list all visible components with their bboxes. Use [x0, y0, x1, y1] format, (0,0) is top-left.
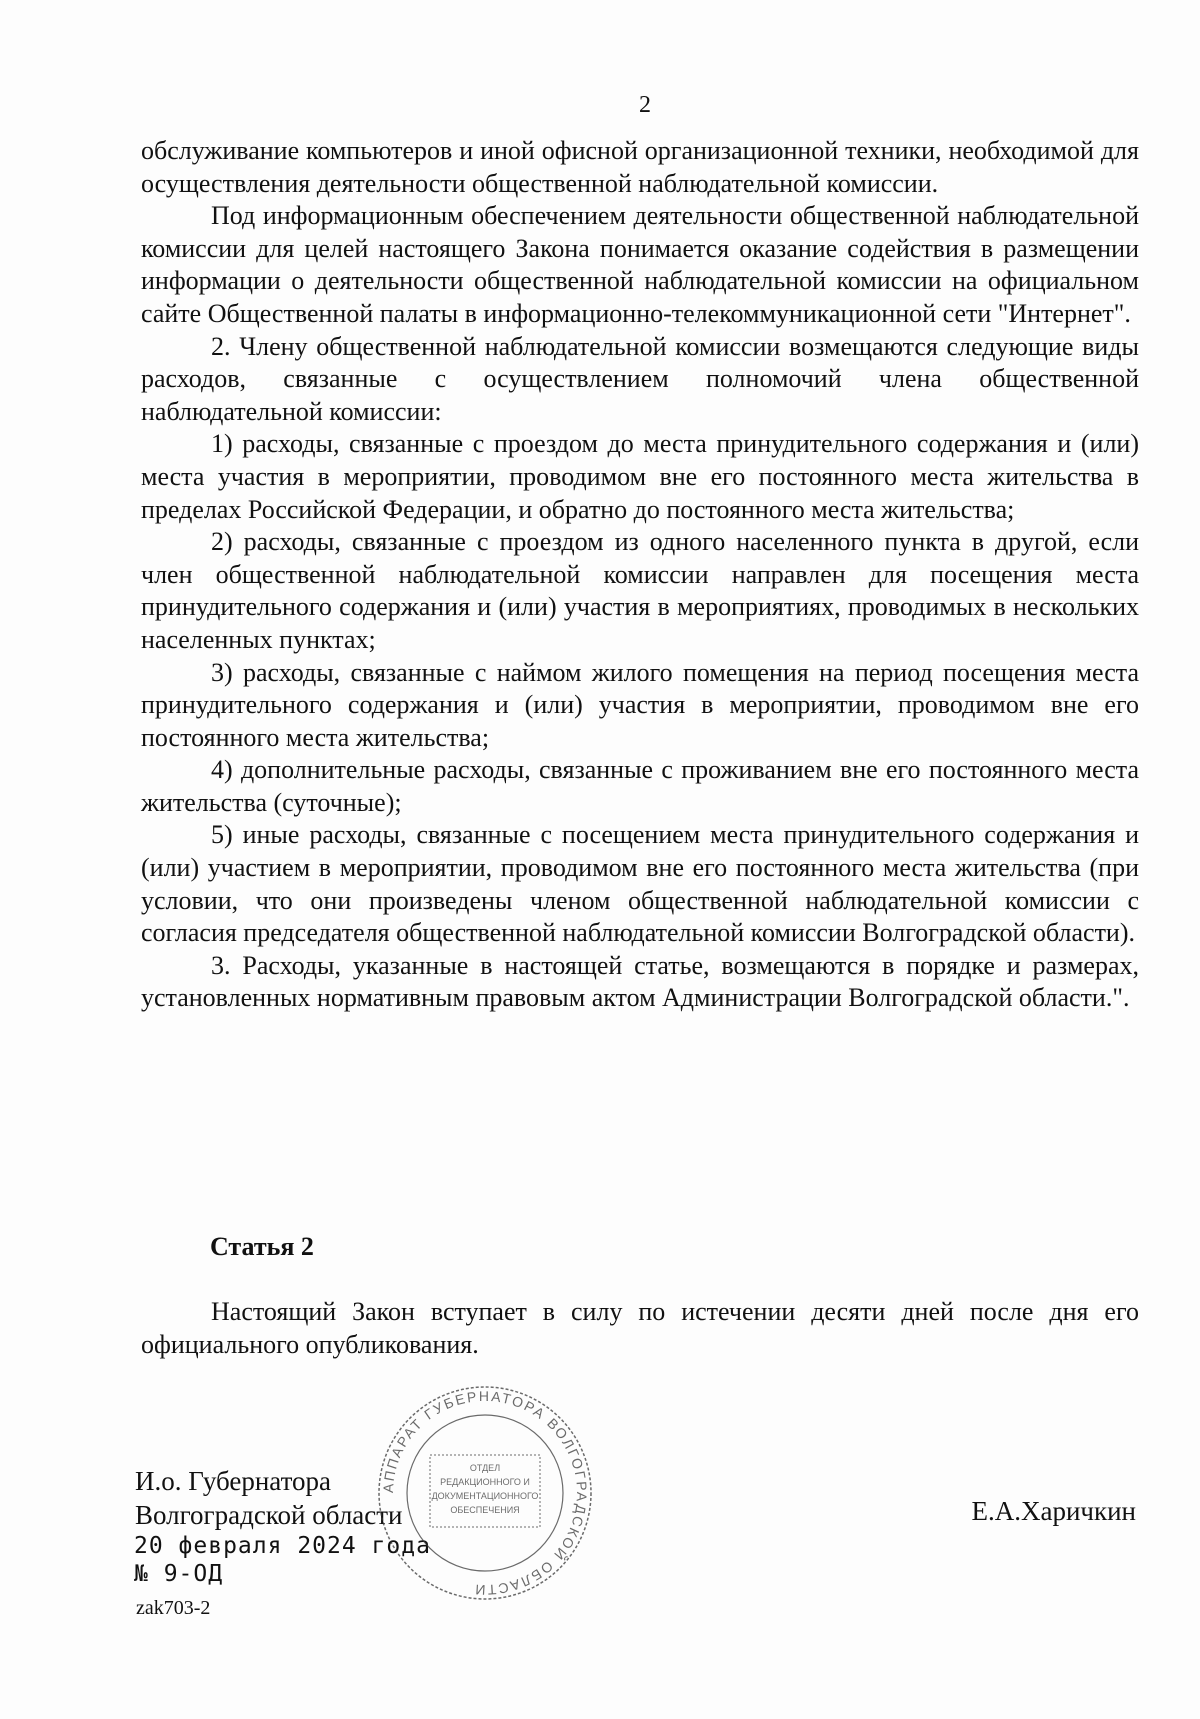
signatory-title	[135, 1464, 403, 1532]
stamp-inner-line: РЕДАКЦИОННОГО И	[440, 1477, 530, 1487]
document-number: № 9-ОД	[134, 1561, 224, 1587]
paragraph: 3. Расходы, указанные в настоящей статье, возмещаются в порядке и размерах, установленных нормативным правовым актом Администрации Волгоградской области.".	[141, 950, 1139, 1013]
stamp-inner-line: ОБЕСПЕЧЕНИЯ	[450, 1505, 520, 1515]
page-number: 2	[639, 92, 651, 118]
article-text: Настоящий Закон вступает в силу по истечении десяти дней после дня его официального опубликования.	[141, 1297, 1139, 1359]
document-date: 20 февраля 2024 года	[134, 1533, 431, 1559]
document-code: zak703-2	[136, 1597, 211, 1619]
stamp-outer-text: АППАРАТ ГУБЕРНАТОРА ВОЛГОГРАДСКОЙ ОБЛАСТИ	[379, 1387, 591, 1599]
list-item-5: 5) иные расходы, связанные с посещением места принудительного содержания и (или) участием в мероприятии, проводимом вне его постоянного места жительства (при условии, что они произведены членом общественной наблюдательной комиссии с согласия председателя общественной наблюдательной комиссии Волгоградской области).	[141, 820, 1139, 948]
list-item-3: 3) расходы, связанные с наймом жилого помещения на период посещения места принудительного содержания и (или) участия в мероприятии, проводимом вне его постоянного места жительства;	[141, 657, 1139, 752]
stamp-inner-line: ДОКУМЕНТАЦИОННОГО	[431, 1491, 539, 1501]
stamp-inner-line: ОТДЕЛ	[469, 1463, 501, 1473]
paragraph: обслуживание компьютеров и иной офисной организационной техники, необходимой для осуществления деятельности общественной наблюдательной комиссии.	[141, 136, 1139, 198]
article-heading: Статья 2	[210, 1232, 314, 1261]
paragraph: 2. Члену общественной наблюдательной комиссии возмещаются следующие виды расходов, связанные с осуществлением полномочий члена общественной наблюдательной комиссии:	[141, 331, 1139, 426]
signatory-title-line2: Волгоградской области	[135, 1500, 403, 1530]
official-stamp	[375, 1383, 595, 1603]
list-item-1: 1) расходы, связанные с проездом до места принудительного содержания и (или) места участия в мероприятии, проводимом вне его постоянного места жительства в пределах Российской Федерации, и обратно до постоянного места жительства;	[141, 429, 1139, 524]
paragraph: Под информационным обеспечением деятельности общественной наблюдательной комиссии для целей настоящего Закона понимается оказание содействия в размещении информации о деятельности общественной наблюдательной комиссии на официальном сайте Общественной палаты в информационно-телекоммуникационной сети "Интернет".	[141, 201, 1139, 328]
body-text	[141, 135, 1139, 1015]
signatory-title-line1: И.о. Губернатора	[135, 1466, 332, 1496]
signatory-name: Е.А.Харичкин	[971, 1496, 1136, 1526]
list-item-4: 4) дополнительные расходы, связанные с проживанием вне его постоянного места жительства (суточные);	[141, 755, 1139, 817]
list-item-2: 2) расходы, связанные с проездом из одного населенного пункта в другой, если член общественной наблюдательной комиссии направлен для посещения места принудительного содержания и (или) участия в мероприятиях, проводимых в нескольких населенных пунктах;	[141, 527, 1139, 654]
